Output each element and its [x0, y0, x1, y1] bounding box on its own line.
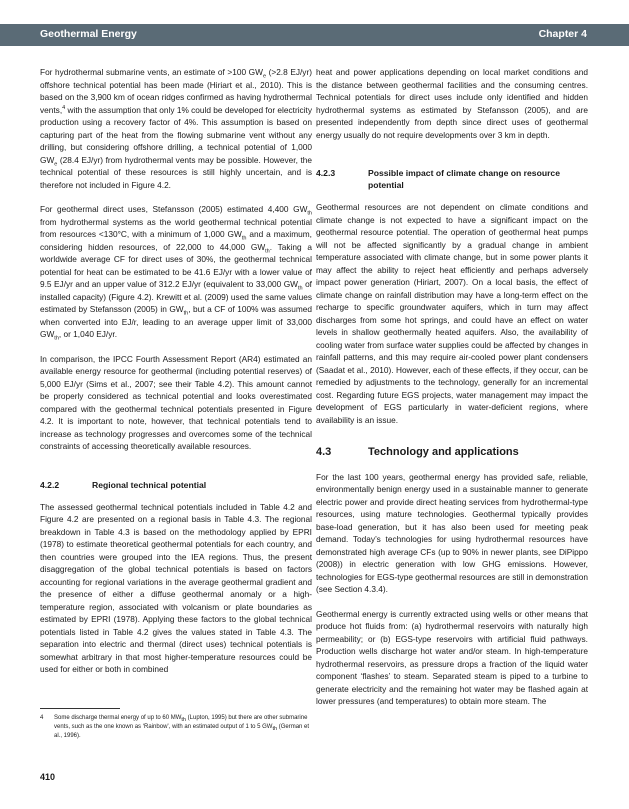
- paragraph-climate-change: Geothermal resources are not dependent on climate conditions and climate change is not expected to have a significant impact on the geothermal resource potential. The operation of geothermal heat pumps will not be affected significantly by a gradual change in ambient temperature associated with climate change, but in some power plants it may affect the ability to reject heat efficiently and perhaps adversely impact power generation (Hiriart, 2007). On a local basis, the effect of climate change on rainfall distribution may have a long-term effect on the recharge to specific groundwater aquifers, which in turn may affect discharges from some hot springs, and could have an effect on water levels in shallow geothermally heated aquifers. Also, the availability of cooling water from surface water supplies could be affected by changes in rainfall patterns, and this may require air-cooled power plant condensers (Saadat et al., 2010). However, each of these effects, if they occur, can be remedied by adjustments to the technology, generally for an incremental cost. Regarding future EGS projects, water management may impact the development of EGS particularly in water-deficient regions, where availability is an issue.: [316, 202, 588, 425]
- footnote-4: 4 Some discharge thermal energy of up to 60 $MW_{th}$ (Lupton, 1995) but there are other submarine vents, such as the one known as ‘Rainbow’, with an estimated output of 1 to 5 $GW_{th}$ (German et al., 1996).: [40, 715, 310, 739]
- header-title: Geothermal Energy: [40, 28, 137, 40]
- right-column: [316, 66, 588, 720]
- page-number: 410: [40, 772, 56, 782]
- paragraph-ar4-comparison: In comparison, the IPCC Fourth Assessment Report (AR4) estimated an available energy resource for geothermal (including potential reserves) of 5,000 EJ/yr (Sims et al., 2007; see their Table 4.2). This amount cannot be properly considered as technical potential and looks overestimated compared with the geothermal technical potentials presented in Figure 4.2. It is important to note, however, that technical potentials tend to increase as technology progresses and overcomes some of the technical constraints of accessing theoretically available resources.: [40, 353, 312, 451]
- paragraph-technology-history: For the last 100 years, geothermal energy has provided safe, reliable, environmentally benign energy used in a sustainable manner to generate electric power and provide direct heating services from hydrothermal-type resources, using mature technologies. Geothermal typically provides base-load generation, but it has also been used for meeting peak demand. Today’s technologies for using hydrothermal resources have demonstrated high average CFs (up to 90% in newer plants, see DiPippo (2008)) in electric generation with low GHG emissions. However, technologies for EGS-type geothermal resources are still in demonstration (see Section 4.3.4).: [316, 471, 588, 594]
- footnote-rule: [40, 708, 120, 709]
- paragraph-regional-potential: The assessed geothermal technical potentials included in Table 4.2 and Figure 4.2 are presented on a regional basis in Table 4.3. The regional breakdown in Table 4.3 is based on the methodology applied by EPRI (1978) to estimate theoretical geothermal potentials for each country, and then countries were grouped into the IEA regions. Thus, the present disaggregation of the global technical potentials is based on factors accounting for regional variations in the average geothermal gradient and the presence of either a diffuse geothermal anomaly or a high-temperature region, associated with volcanism or plate boundaries as estimated by EPRI (1978). Applying these factors to the global technical potentials listed in Table 4.2 gives the values stated in Table 4.3. The separation into electric and thermal (direct uses) technical potentials is somewhat arbitrary in that most higher-temperature resources could be used for either or both in combined: [40, 501, 312, 674]
- section-heading-4-2-2: 4.2.2 Regional technical potential: [40, 479, 207, 490]
- section-heading-4-3: 4.3 Technology and applications: [316, 446, 519, 458]
- paragraph-submarine-vents: For hydrothermal submarine vents, an estimate of >100 $GW_e$ (>2.8 EJ/yr) offshore technical potential has been made (Hiriart et al., 2010). This is based on the 3,900 km of ocean ridges confirmed as having hydrothermal vents,$^4$ with the assumption that only 1% could be developed for electricity production using a recovery factor of 4%. This assumption is based on capturing part of the heat from the flowing submarine vent without any drilling, but considering offshore drilling, a technical potential of 1,000 $GW_e$ (28.4 EJ/yr) from hydrothermal vents may be possible. However, the technical potential of these resources is still highly uncertain, and is therefore not included in Figure 4.2.: [40, 67, 312, 190]
- paragraph-extraction: Geothermal energy is currently extracted using wells or other means that produce hot fluids from: (a) hydrothermal reservoirs with naturally high permeability; or (b) EGS-type reservoirs with artificial fluid pathways. Production wells discharge hot water and/or steam. In high-temperature hydrothermal reservoirs, as pressure drops a fraction of the liquid water component ‘flashes’ to steam. Separated steam is piped to a turbine to generate electricity and the remaining hot water may be flashed again at lower pressures (and temperatures) to obtain more steam. The: [316, 608, 588, 706]
- section-heading-4-2-3: 4.2.3 Possible impact of climate change on resource potential: [316, 168, 560, 190]
- running-header: [0, 24, 629, 46]
- header-chapter: Chapter 4: [538, 28, 587, 40]
- left-column: [40, 66, 312, 688]
- paragraph-direct-uses: For geothermal direct uses, Stefansson (2005) estimated 4,400 $GW_{th}$ from hydrothermal systems as the world geothermal technical potential from resources <130°C, with a minimum of 1,000 $GW_{th}$ and a maximum, considering hidden resources, of 22,000 to 44,000 $GW_{th}$. Taking a worldwide average CF for direct uses of 30%, the geothermal technical potential for heat can be estimated to be 41.6 EJ/yr with a lower value of 9.5 EJ/yr and an upper value of 312.2 EJ/yr (equivalent to 33,000 $GW_{th}$ of installed capacity) (Figure 4.2). Krewitt et al. (2009) used the same values estimated by Stefansson (2005) in $GW_{th}$, but a CF of 100% was assumed when converted into EJ/r, leading to an average upper limit of 33,000 $GW_{th}$, or 1,040 EJ/yr.: [40, 204, 312, 342]
- paragraph-combined-heat-power: heat and power applications depending on local market conditions and the distance between geothermal facilities and the consuming centres. Technical potentials for direct uses include only identified and hidden hydrothermal systems as estimated by Stefansson (2005), and are presented independently from depth since direct uses of geothermal energy usually do not require developments over 3 km in depth.: [316, 67, 588, 140]
